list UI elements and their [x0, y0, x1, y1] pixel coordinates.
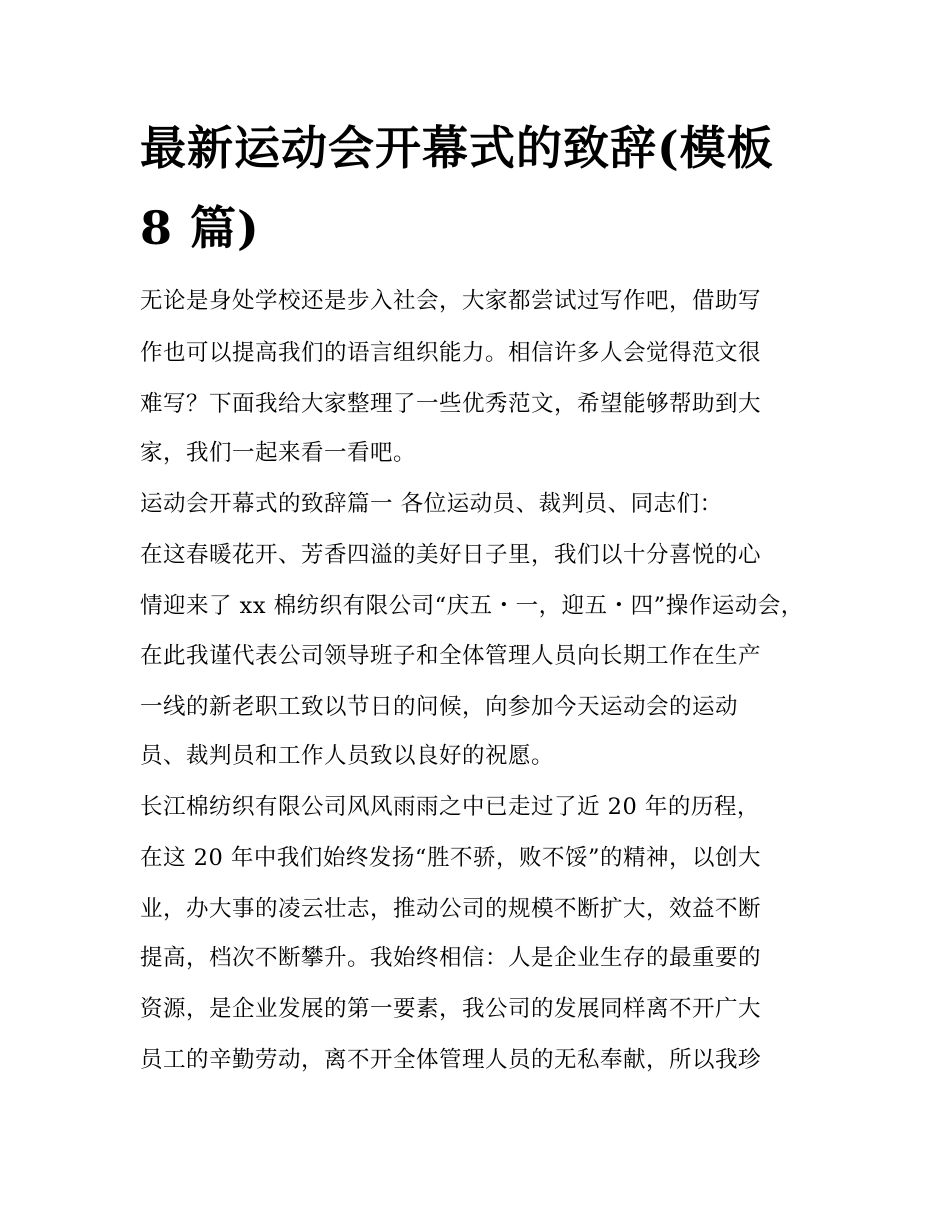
body-line: 员、裁判员和工作人员致以良好的祝愿。: [140, 743, 555, 769]
document-title-line-2: 8 篇): [140, 201, 260, 255]
body-line: 情迎来了 xx 棉纺织有限公司“庆五・一，迎五・四”操作运动会，: [140, 593, 804, 619]
document-title-line-1: 最新运动会开幕式的致辞(模板: [140, 121, 774, 175]
body-line: 作也可以提高我们的语言组织能力。相信许多人会觉得范文很: [140, 340, 762, 366]
body-line: 业，办大事的凌云壮志，推动公司的规模不断扩大，效益不断: [140, 896, 762, 922]
body-line: 提高，档次不断攀升。我始终相信：人是企业生存的最重要的: [140, 945, 762, 971]
body-line: 员工的辛勤劳动，离不开全体管理人员的无私奉献，所以我珍: [140, 1047, 762, 1073]
body-line: 在此我谨代表公司领导班子和全体管理人员向长期工作在生产: [140, 643, 762, 669]
body-line: 无论是身处学校还是步入社会，大家都尝试过写作吧，借助写: [140, 288, 762, 314]
body-line: 难写？下面我给大家整理了一些优秀范文，希望能够帮助到大: [140, 391, 762, 417]
body-line: 在这 20 年中我们始终发扬“胜不骄，败不馁”的精神，以创大: [140, 845, 761, 871]
body-line: 资源，是企业发展的第一要素，我公司的发展同样离不开广大: [140, 996, 762, 1022]
body-line: 长江棉纺织有限公司风风雨雨之中已走过了近 20 年的历程，: [140, 794, 760, 820]
body-line: 在这春暖花开、芳香四溢的美好日子里，我们以十分喜悦的心: [140, 542, 762, 568]
section-heading-line: 运动会开幕式的致辞篇一 各位运动员、裁判员、同志们：: [140, 491, 723, 517]
body-line: 家，我们一起来看一看吧。: [140, 440, 417, 466]
body-line: 一线的新老职工致以节日的问候，向参加今天运动会的运动: [140, 694, 739, 720]
